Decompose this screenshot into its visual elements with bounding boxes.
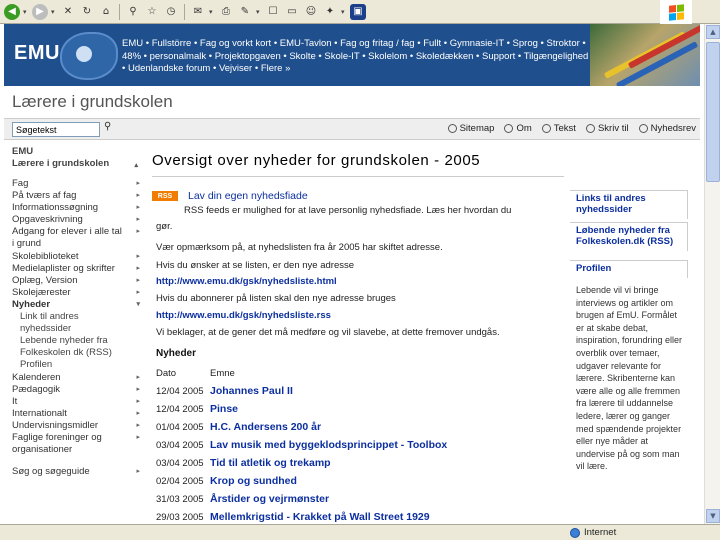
sidebar-item-paedagogik[interactable] — [12, 384, 144, 396]
messenger-icon[interactable]: ☺ — [305, 6, 317, 17]
sidebar-subitem-links[interactable] — [12, 311, 144, 323]
sidebar-item-skolejaerester[interactable] — [12, 287, 144, 299]
chevron-right-icon: ▸ — [136, 216, 140, 224]
link-andres-nyhedssider[interactable] — [570, 191, 687, 219]
related-link-box — [570, 190, 688, 219]
back-icon[interactable]: ◀ — [4, 4, 20, 20]
sidebar-item-nyheder[interactable] — [12, 299, 144, 311]
sidebar-heading-line1: EMU — [12, 146, 34, 157]
discuss-icon[interactable]: ☐ — [268, 6, 278, 17]
notice-text: Hvis du abonnerer på listen skal den nye adresse bruges — [156, 293, 396, 304]
sidebar-subitem-label: Lebende nyheder fra — [20, 335, 108, 347]
write-icon — [586, 124, 595, 133]
sidebar-subitem-profilen[interactable] — [12, 359, 144, 371]
sidebar-item-it[interactable] — [12, 396, 144, 408]
sidebar-item-label: Adgang for elever i alle tal — [12, 226, 122, 238]
news-heading: Nyheder — [156, 348, 197, 359]
right-column — [570, 182, 690, 524]
back-dropdown-icon[interactable]: ▾ — [23, 8, 27, 16]
link-text: Links til andres — [576, 193, 646, 204]
news-date: 03/04 2005 — [156, 440, 204, 451]
sidebar-item-label: Skolejærester — [12, 286, 71, 298]
sidebar-subitem-label: Link til andres — [20, 311, 79, 323]
news-row[interactable] — [156, 385, 293, 397]
sidebar-item-opgaveskrivning[interactable] — [12, 214, 144, 226]
tool-label: Tekst — [553, 123, 576, 134]
emu-logo-mark-icon — [60, 32, 118, 80]
link-profilen[interactable]: Profilen — [576, 263, 612, 274]
chevron-right-icon: ▸ — [136, 204, 140, 212]
mail-icon[interactable]: ✉ — [193, 6, 203, 17]
sidebar-item-label: På tværs af fag — [12, 190, 77, 202]
news-date: 01/04 2005 — [156, 422, 204, 433]
tool-label: Nyhedsrev — [650, 123, 696, 134]
news-column-headers — [156, 368, 235, 379]
profile-description: Lebende vil vi bringe interviews og artikler om brugen af EmU. Formålet er at skabe debat, inspiration, forundring eller overblik over temaer, udgaver relevante for lærere. Skribenterne kan være alle og alle fremmen fra lærere til uddannelse ledere, lærer og ganger med spændende projekter eller nye måder at undervise på og som man vil lære. — [576, 285, 683, 472]
link-text: Løbende nyheder fra — [576, 225, 670, 236]
news-row[interactable] — [156, 439, 447, 451]
scrollbar-thumb[interactable] — [706, 42, 720, 182]
tool-skriv-til[interactable] — [586, 123, 629, 134]
link-text: Folkeskolen.dk (RSS) — [576, 236, 674, 247]
col-subject-header: Emne — [210, 368, 235, 379]
sidebar-item-adgang-cont[interactable] — [12, 238, 144, 250]
news-row[interactable] — [156, 475, 297, 487]
main-content — [148, 142, 568, 524]
rss-description-cont: gør. — [156, 221, 173, 232]
edit-icon[interactable]: ✎ — [240, 6, 250, 17]
sidebar-item-paa-tvaers[interactable] — [12, 190, 144, 202]
top-nav-links[interactable]: EMU • Fullstörre • Fag og vorkt kort • EMU-Tavlon • Fag og fritag / fag • Fullt • Gymnasie-IT • Sprog • Stroktor • 48% • personalmalk • Projektopgaven • Skolte • Skole-IT • Skolelom • Skoledækken • Support • Tilgængelighed • Udenlandske forum • Vejviser • Flere » — [122, 38, 589, 74]
zone-label: Internet — [584, 527, 617, 538]
divider — [152, 176, 564, 177]
search-toolbar-icon[interactable]: ⚲ — [129, 6, 137, 17]
page-title: Lærere i grundskolen — [12, 92, 173, 111]
tool-label: Skriv til — [597, 123, 629, 134]
notice-text: Vi beklager, at de gener det må medføre og vil slavebe, at dette fremover undgås. — [156, 327, 500, 338]
text-size-icon — [542, 124, 551, 133]
refresh-icon[interactable]: ↻ — [82, 6, 92, 17]
chevron-right-icon: ▸ — [136, 228, 140, 236]
globe-icon — [570, 528, 580, 538]
scroll-up-icon[interactable]: ▲ — [706, 25, 720, 39]
mail-dropdown-icon[interactable]: ▾ — [209, 8, 213, 16]
search-icon[interactable]: ⚲ — [104, 121, 112, 132]
notice-text: Vær opmærksom på, at nyhedslisten fra år 2005 har skiftet adresse. — [156, 242, 443, 253]
sidebar-subitem-label: Profilen — [20, 359, 53, 371]
sidebar-item-foreninger[interactable] — [12, 432, 144, 444]
folder-icon[interactable]: ▭ — [287, 6, 297, 17]
browser-toolbar — [0, 0, 720, 24]
utility-links — [448, 123, 696, 134]
news-date: 31/03 2005 — [156, 494, 204, 505]
sidebar-item-label: Medielaplister og skrifter — [12, 262, 115, 274]
newsletter-icon — [639, 124, 648, 133]
title-strip — [4, 86, 700, 118]
sidebar-item-internationalt[interactable] — [12, 408, 144, 420]
rss-description: RSS feeds er mulighed for at lave personlig nyhedsfiade. Læs her hvordan du — [184, 205, 512, 216]
search-tools-bar — [4, 118, 700, 140]
news-title-link[interactable]: Johannes Paul II — [210, 385, 293, 397]
notice-text: Hvis du ønsker at se listen, er den nye adresse — [156, 260, 355, 271]
status-bar — [0, 524, 720, 540]
forward-dropdown-icon[interactable]: ▾ — [51, 8, 55, 16]
news-title-link[interactable]: Mellemkrigstid - Krakket på Wall Street 1929 — [210, 511, 430, 523]
tool-om[interactable] — [504, 123, 531, 134]
site-header — [4, 24, 700, 86]
favorites-icon[interactable]: ☆ — [147, 6, 157, 17]
edit-dropdown-icon[interactable]: ▾ — [256, 8, 260, 16]
news-title-link[interactable]: Tid til atletik og trekamp — [210, 457, 331, 469]
chevron-right-icon: ▸ — [136, 373, 140, 381]
info-icon — [504, 124, 513, 133]
sidebar-item-skolebiblioteket[interactable] — [12, 251, 144, 263]
tool-label: Sitemap — [459, 123, 495, 134]
new-address-link[interactable]: http://www.emu.dk/gsk/nyhedsliste.html — [156, 276, 337, 287]
sidebar-item-soeg[interactable] — [12, 466, 144, 478]
sidebar-item-label: Oplæg, Version — [12, 274, 78, 286]
home-icon[interactable]: ⌂ — [102, 6, 110, 17]
sidebar-item-label: i grund — [12, 238, 42, 250]
chevron-right-icon: ▸ — [136, 252, 140, 260]
forward-icon[interactable]: ▶ — [32, 4, 48, 20]
toolbar-separator — [184, 4, 185, 20]
col-date-header: Dato — [156, 368, 177, 379]
sidebar-item-label: Pædagogik — [12, 383, 61, 395]
rss-address-link[interactable]: http://www.emu.dk/gsk/nyhedsliste.rss — [156, 310, 331, 321]
sidebar-item-informationssoegning[interactable] — [12, 202, 144, 214]
vertical-scrollbar[interactable] — [704, 24, 720, 524]
sidebar-item-label: Nyheder — [12, 298, 51, 310]
sidebar-item-label: Opgaveskrivning — [12, 214, 83, 226]
sidebar-item-label: It — [12, 395, 18, 407]
logo-text: EMU — [14, 42, 60, 64]
rss-feed-link[interactable]: Lav din egen nyhedsfiade — [188, 190, 308, 202]
sidebar-heading[interactable] — [12, 146, 142, 170]
chevron-right-icon: ▸ — [136, 385, 140, 393]
sidebar-item-label: organisationer — [12, 444, 73, 456]
news-row[interactable] — [156, 457, 331, 469]
left-sidebar — [4, 142, 144, 524]
sidebar-subitem-label: nyhedssider — [20, 323, 72, 335]
news-date: 03/04 2005 — [156, 458, 204, 469]
sidebar-item-label: Faglige foreninger og — [12, 431, 102, 443]
sidebar-item-foreninger-cont[interactable] — [12, 444, 144, 456]
stop-icon[interactable]: ✕ — [63, 6, 73, 17]
link-folkeskolen-rss[interactable] — [570, 223, 687, 251]
tool-label: Om — [516, 123, 532, 134]
sidebar-item-label: Informationssøgning — [12, 202, 99, 214]
search-input[interactable] — [12, 122, 100, 137]
news-row[interactable] — [156, 421, 321, 433]
sitemap-icon — [448, 124, 457, 133]
history-icon[interactable]: ◷ — [166, 6, 176, 17]
related-link-box — [570, 260, 688, 278]
sidebar-item-adgang[interactable] — [12, 226, 144, 238]
sidebar-subitem-lebende-cont[interactable] — [12, 347, 144, 359]
chevron-right-icon: ▸ — [136, 192, 140, 200]
sidebar-item-oplaeg[interactable] — [12, 275, 144, 287]
collapse-icon[interactable]: ▴ — [134, 162, 138, 169]
news-title-link[interactable]: Pinse — [210, 403, 239, 415]
news-row[interactable] — [156, 403, 238, 415]
news-row[interactable] — [156, 511, 430, 523]
chevron-right-icon: ▸ — [136, 409, 140, 417]
link-text: nyhedssider — [576, 204, 632, 215]
sidebar-item-fag[interactable] — [12, 178, 144, 190]
news-title-link[interactable]: Lav musik med byggeklodsprincippet - Toolbox — [210, 439, 448, 451]
chevron-right-icon: ▸ — [136, 180, 140, 187]
chevron-right-icon: ▸ — [136, 288, 140, 296]
main-heading: Oversigt over nyheder for grundskolen - 2005 — [152, 152, 481, 169]
sidebar-item-label: Undervisningsmidler — [12, 419, 99, 431]
tool-sitemap[interactable] — [448, 123, 495, 134]
chevron-right-icon: ▸ — [136, 397, 140, 405]
related-link-box — [570, 222, 688, 251]
tool-nyhedsbrev[interactable] — [639, 123, 696, 134]
research-icon[interactable]: ▣ — [350, 4, 366, 20]
tool-tekst[interactable] — [542, 123, 576, 134]
news-title-link[interactable]: Krop og sundhed — [210, 475, 297, 487]
sidebar-item-label: Skolebiblioteket — [12, 250, 79, 262]
chevron-right-icon: ▸ — [136, 276, 140, 284]
emu-logo[interactable] — [8, 28, 116, 82]
sidebar-item-undervisningsmidler[interactable] — [12, 420, 144, 432]
print-icon[interactable]: ⎙ — [222, 6, 230, 17]
scroll-down-icon[interactable]: ▼ — [706, 509, 720, 523]
sidebar-item-label: Søg og søgeguide — [12, 466, 90, 478]
chevron-right-icon: ▸ — [136, 468, 140, 476]
chevron-right-icon: ▸ — [136, 433, 140, 441]
news-date: 12/04 2005 — [156, 404, 204, 415]
toolbar-separator — [119, 4, 120, 20]
sidebar-subitem-lebende[interactable] — [12, 335, 144, 347]
sidebar-heading-line2: Lærere i grundskolen — [12, 158, 110, 169]
news-date: 12/04 2005 — [156, 386, 204, 397]
news-title-link[interactable]: H.C. Andersens 200 år — [210, 421, 322, 433]
news-date: 02/04 2005 — [156, 476, 204, 487]
sidebar-item-medier[interactable] — [12, 263, 144, 275]
sidebar-item-kalenderen[interactable] — [12, 372, 144, 384]
rss-badge-icon[interactable]: RSS — [152, 191, 178, 201]
chevron-right-icon: ▸ — [136, 421, 140, 429]
chevron-down-icon: ▾ — [136, 300, 140, 308]
sidebar-item-label: Kalenderen — [12, 371, 61, 383]
windows-logo-icon — [660, 0, 692, 24]
news-row[interactable] — [156, 493, 329, 505]
sidebar-subitem-label: Folkeskolen dk (RSS) — [20, 347, 112, 359]
header-pencils-image — [590, 24, 700, 86]
news-date: 29/03 2005 — [156, 512, 204, 523]
security-zone — [570, 527, 616, 538]
tools-icon[interactable]: ✦ — [325, 6, 335, 17]
sidebar-subitem-links-cont[interactable] — [12, 323, 144, 335]
tools-dropdown-icon[interactable]: ▾ — [341, 8, 345, 16]
chevron-right-icon: ▸ — [136, 264, 140, 272]
sidebar-nav — [12, 178, 144, 478]
news-title-link[interactable]: Årstider og vejrmønster — [210, 493, 330, 505]
sidebar-item-label: Fag — [12, 178, 29, 189]
sidebar-item-label: Internationalt — [12, 407, 67, 419]
